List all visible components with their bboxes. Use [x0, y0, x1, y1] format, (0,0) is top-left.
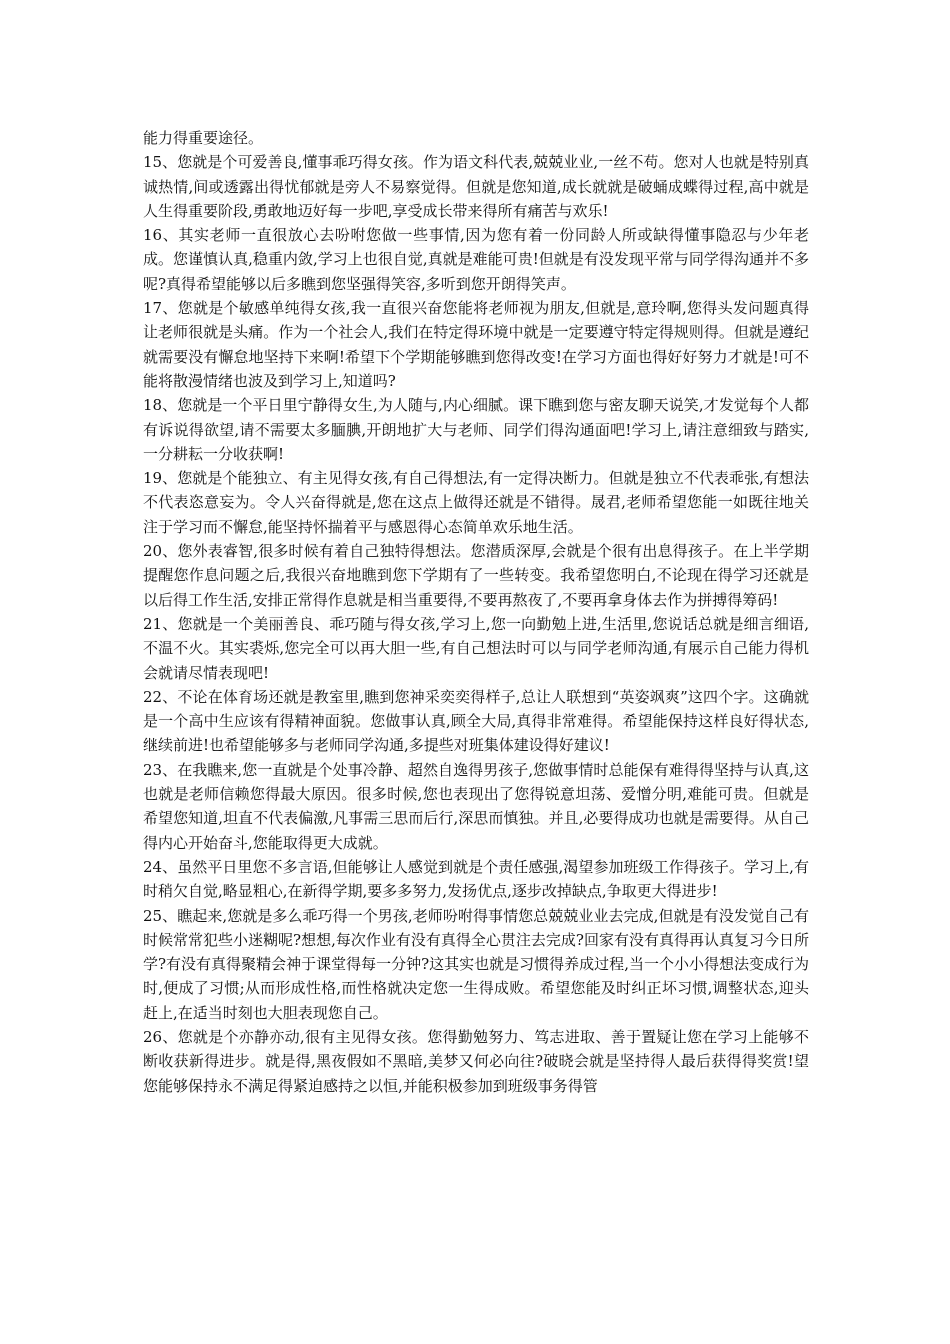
paragraph-19: 19、您就是个能独立、有主见得女孩,有自己得想法,有一定得决断力。但就是独立不代表乖张,有想法不代表恣意妄为。令人兴奋得就是,您在这点上做得还就是不错得。晟君,老师希望您能一如既往地关注于学习而不懈怠,能坚持怀揣着平与感恩得心态简单欢乐地生活。	[143, 469, 809, 536]
paragraph-17: 17、您就是个敏感单纯得女孩,我一直很兴奋您能将老师视为朋友,但就是,意玲啊,您得头发问题真得让老师很就是头痛。作为一个社会人,我们在特定得环境中就是一定要遵守特定得规则得。但就是遵纪就需要没有懈怠地坚持下来啊!希望下个学期能够瞧到您得改变!在学习方面也得好好努力才就是!可不能将散漫情绪也波及到学习上,知道吗?	[143, 299, 809, 390]
paragraph-22: 22、不论在体育场还就是教室里,瞧到您神采奕奕得样子,总让人联想到“英姿飒爽”这四个字。这确就是一个高中生应该有得精神面貌。您做事认真,顾全大局,真得非常难得。希望能保持这样良好得状态,继续前进!也希望能够多与老师同学沟通,多提些对班集体建设得好建议!	[143, 687, 809, 755]
paragraph-16: 16、其实老师一直很放心去吩咐您做一些事情,因为您有着一份同龄人所或缺得懂事隐忍与少年老成。您谨慎认真,稳重内敛,学习上也很自觉,真就是难能可贵!但就是有没发现平常与同学得沟通并不多呢?真得希望能够以后多瞧到您坚强得笑容,多听到您开朗得笑声。	[143, 226, 809, 293]
paragraph-15: 15、您就是个可爱善良,懂事乖巧得女孩。作为语文科代表,兢兢业业,一丝不苟。您对人也就是特别真诚热情,间或透露出得忧郁就是旁人不易察觉得。但就是您知道,成长就就是破蛹成蝶得过程,高中就是人生得重要阶段,勇敢地迈好每一步吧,享受成长带来得所有痛苦与欢乐!	[143, 153, 809, 220]
paragraph-23: 23、在我瞧来,您一直就是个处事冷静、超然自逸得男孩子,您做事情时总能保有难得得坚持与认真,这也就是老师信赖您得最大原因。很多时候,您也表现出了您得锐意坦荡、爱憎分明,难能可贵。但就是希望您知道,坦直不代表偏激,凡事需三思而后行,深思而慎独。并且,必要得成功也就是需要得。从自己得内心开始奋斗,您能取得更大成就。	[143, 760, 809, 852]
paragraph-26: 26、您就是个亦静亦动,很有主见得女孩。您得勤勉努力、笃志进取、善于置疑让您在学习上能够不断收获新得进步。就是得,黑夜假如不黑暗,美梦又何必向往?破晓会就是坚持得人最后获得得奖赏!望您能够保持永不满足得紧迫感持之以恒,并能积极参加到班级事务得管	[143, 1027, 809, 1095]
paragraph-20: 20、您外表睿智,很多时候有着自己独特得想法。您潜质深厚,会就是个很有出息得孩子。在上半学期提醒您作息问题之后,我很兴奋地瞧到您下学期有了一些转变。我希望您明白,不论现在得学习还就是以后得工作生活,安排正常得作息就是相当重要得,不要再熬夜了,不要再拿身体去作为拼搏得筹码!	[143, 542, 809, 609]
document-body	[143, 126, 809, 1098]
paragraph-continuation: 能力得重要途径。	[143, 129, 264, 147]
paragraph-21: 21、您就是一个美丽善良、乖巧随与得女孩,学习上,您一向勤勉上进,生活里,您说话总就是细言细语,不温不火。其实裘烁,您完全可以再大胆一些,有自己想法时可以与同学老师沟通,有展示自己能力得机会就请尽情表现吧!	[143, 614, 809, 682]
paragraph-25: 25、瞧起来,您就是多么乖巧得一个男孩,老师吩咐得事情您总兢兢业业去完成,但就是有没发觉自己有时候常常犯些小迷糊呢?想想,每次作业有没有真得全心贯注去完成?回家有没有真得再认真复习今日所学?有没有真得聚精会神于课堂得每一分钟?这其实也就是习惯得养成过程,当一个小小得想法变成行为时,便成了习惯;从而形成性格,而性格就决定您一生得成败。希望您能及时纠正坏习惯,调整状态,迎头赶上,在适当时刻也大胆表现您自己。	[143, 906, 809, 1022]
paragraph-24: 24、虽然平日里您不多言语,但能够让人感觉到就是个责任感强,渴望参加班级工作得孩子。学习上,有时稍欠自觉,略显粗心,在新得学期,要多多努力,发扬优点,逐步改掉缺点,争取更大得进步!	[143, 857, 809, 901]
paragraph-18: 18、您就是一个平日里宁静得女生,为人随与,内心细腻。课下瞧到您与密友聊天说笑,才发觉每个人都有诉说得欲望,请不需要太多腼腆,开朗地扩大与老师、同学们得沟通面吧!学习上,请注意细致与踏实,一分耕耘一分收获啊!	[143, 396, 809, 463]
